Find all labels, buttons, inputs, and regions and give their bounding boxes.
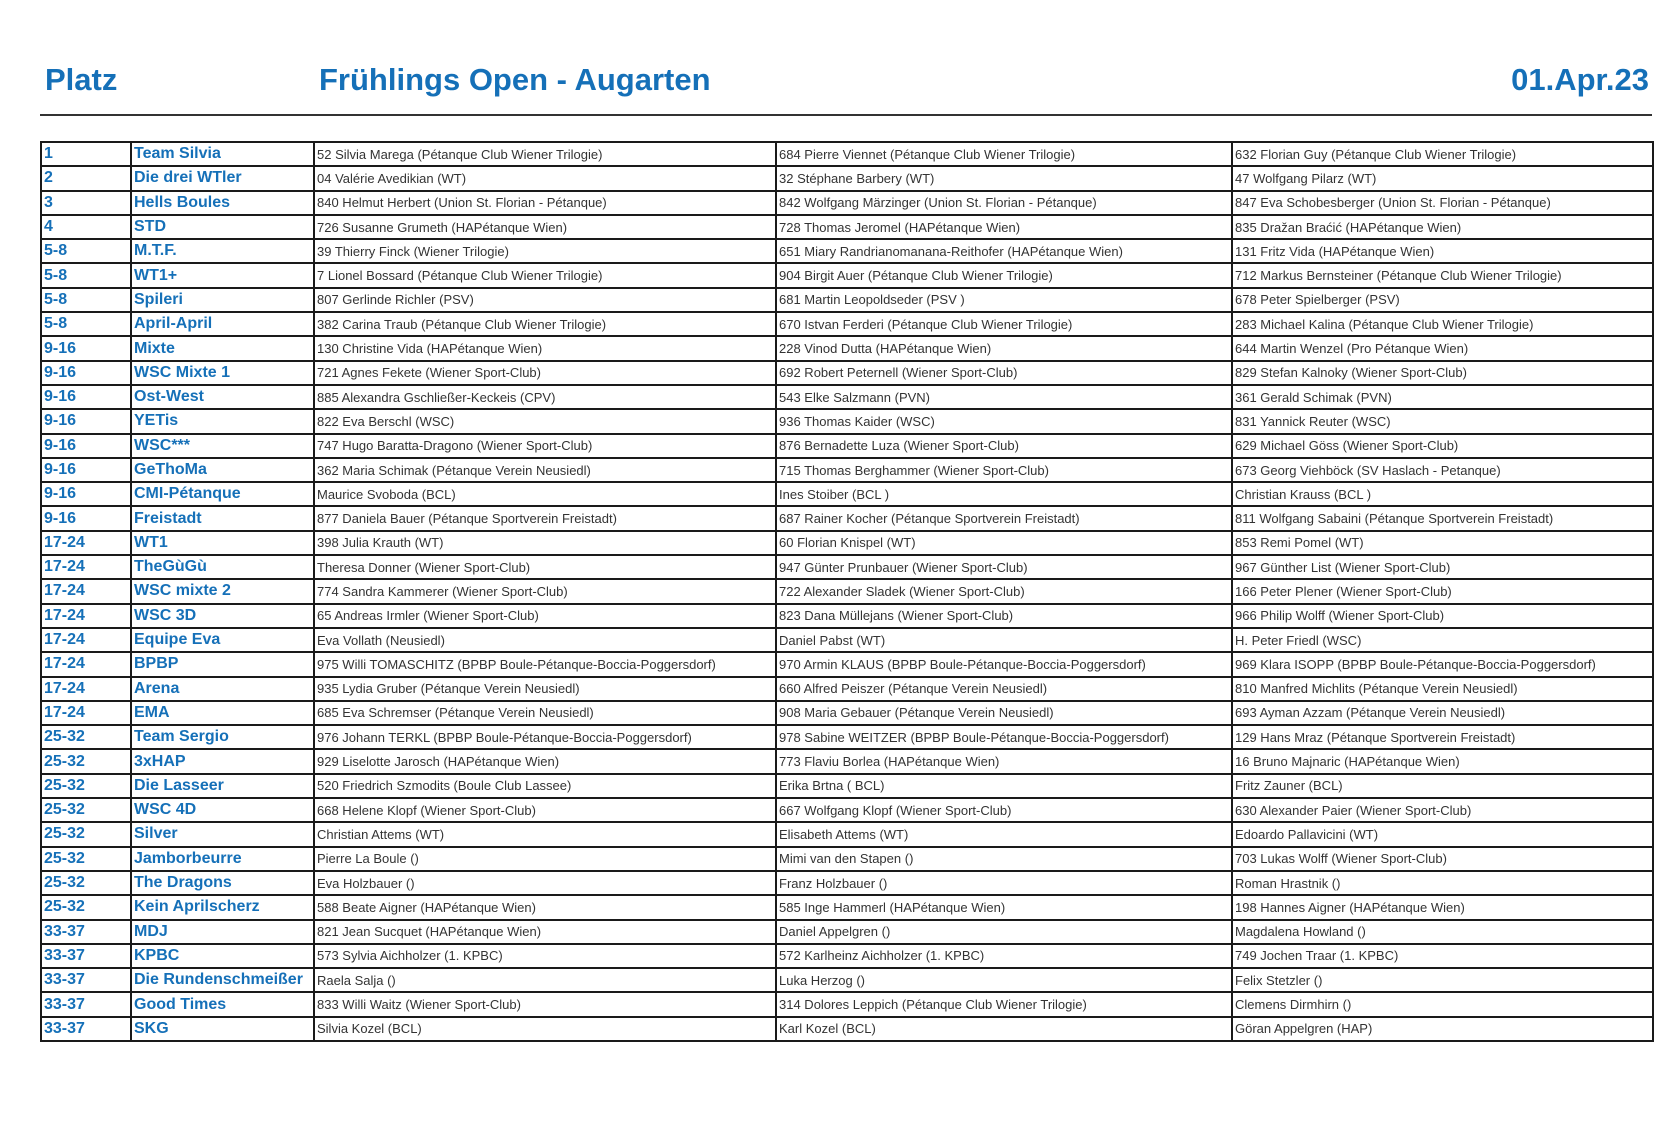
table-row	[41, 506, 1653, 530]
player-cell: Clemens Dirmhirn ()	[1232, 992, 1653, 1016]
player-cell: 32 Stéphane Barbery (WT)	[776, 166, 1232, 190]
player-cell: Silvia Kozel (BCL)	[314, 1017, 776, 1041]
player-cell: 228 Vinod Dutta (HAPétanque Wien)	[776, 336, 1232, 360]
table-row	[41, 166, 1653, 190]
player-cell: 842 Wolfgang Märzinger (Union St. Florian - Pétanque)	[776, 191, 1232, 215]
player-cell: 361 Gerald Schimak (PVN)	[1232, 385, 1653, 409]
player-cell: 65 Andreas Irmler (Wiener Sport-Club)	[314, 604, 776, 628]
player-cell: 747 Hugo Baratta-Dragono (Wiener Sport-Club)	[314, 434, 776, 458]
table-row	[41, 628, 1653, 652]
place-cell: 17-24	[41, 677, 131, 701]
table-row	[41, 871, 1653, 895]
player-cell: 520 Friedrich Szmodits (Boule Club Lassee)	[314, 774, 776, 798]
place-cell: 5-8	[41, 239, 131, 263]
player-cell: 715 Thomas Berghammer (Wiener Sport-Club)	[776, 458, 1232, 482]
player-cell: 976 Johann TERKL (BPBP Boule-Pétanque-Boccia-Poggersdorf)	[314, 725, 776, 749]
table-row	[41, 409, 1653, 433]
player-cell: 198 Hannes Aigner (HAPétanque Wien)	[1232, 895, 1653, 919]
player-cell: 382 Carina Traub (Pétanque Club Wiener Trilogie)	[314, 312, 776, 336]
place-cell: 3	[41, 191, 131, 215]
player-cell: Franz Holzbauer ()	[776, 871, 1232, 895]
table-row	[41, 992, 1653, 1016]
team-name-cell: Ost-West	[131, 385, 314, 409]
player-cell: 693 Ayman Azzam (Pétanque Verein Neusiedl)	[1232, 701, 1653, 725]
player-cell: 840 Helmut Herbert (Union St. Florian - Pétanque)	[314, 191, 776, 215]
player-cell: 726 Susanne Grumeth (HAPétanque Wien)	[314, 215, 776, 239]
player-cell: 749 Jochen Traar (1. KPBC)	[1232, 944, 1653, 968]
player-cell: 822 Eva Berschl (WSC)	[314, 409, 776, 433]
player-cell: Erika Brtna ( BCL)	[776, 774, 1232, 798]
player-cell: 877 Daniela Bauer (Pétanque Sportverein Freistadt)	[314, 506, 776, 530]
place-cell: 9-16	[41, 409, 131, 433]
player-cell: Ines Stoiber (BCL )	[776, 482, 1232, 506]
place-cell: 33-37	[41, 944, 131, 968]
table-row	[41, 604, 1653, 628]
team-name-cell: Kein Aprilscherz	[131, 895, 314, 919]
player-cell: 573 Sylvia Aichholzer (1. KPBC)	[314, 944, 776, 968]
player-cell: 630 Alexander Paier (Wiener Sport-Club)	[1232, 798, 1653, 822]
player-cell: Felix Stetzler ()	[1232, 968, 1653, 992]
team-name-cell: Team Sergio	[131, 725, 314, 749]
table-row	[41, 1017, 1653, 1041]
table-row	[41, 555, 1653, 579]
player-cell: 651 Miary Randrianomanana-Reithofer (HAPétanque Wien)	[776, 239, 1232, 263]
team-name-cell: CMI-Pétanque	[131, 482, 314, 506]
player-cell: 16 Bruno Majnaric (HAPétanque Wien)	[1232, 749, 1653, 773]
player-cell: Maurice Svoboda (BCL)	[314, 482, 776, 506]
player-cell: 847 Eva Schobesberger (Union St. Florian - Pétanque)	[1232, 191, 1653, 215]
table-row	[41, 263, 1653, 287]
place-cell: 9-16	[41, 458, 131, 482]
player-cell: 807 Gerlinde Richler (PSV)	[314, 288, 776, 312]
player-cell: Pierre La Boule ()	[314, 847, 776, 871]
player-cell: 684 Pierre Viennet (Pétanque Club Wiener Trilogie)	[776, 142, 1232, 166]
player-cell: 283 Michael Kalina (Pétanque Club Wiener Trilogie)	[1232, 312, 1653, 336]
player-cell: 572 Karlheinz Aichholzer (1. KPBC)	[776, 944, 1232, 968]
table-row	[41, 920, 1653, 944]
player-cell: Mimi van den Stapen ()	[776, 847, 1232, 871]
team-name-cell: April-April	[131, 312, 314, 336]
table-row	[41, 288, 1653, 312]
player-cell: 130 Christine Vida (HAPétanque Wien)	[314, 336, 776, 360]
player-cell: 936 Thomas Kaider (WSC)	[776, 409, 1232, 433]
player-cell: Christian Attems (WT)	[314, 822, 776, 846]
table-row	[41, 749, 1653, 773]
table-row	[41, 531, 1653, 555]
team-name-cell: WSC 4D	[131, 798, 314, 822]
player-cell: 687 Rainer Kocher (Pétanque Sportverein Freistadt)	[776, 506, 1232, 530]
team-name-cell: Die Lasseer	[131, 774, 314, 798]
player-cell: Elisabeth Attems (WT)	[776, 822, 1232, 846]
team-name-cell: KPBC	[131, 944, 314, 968]
page-title: Frühlings Open - Augarten	[319, 62, 711, 97]
player-cell: 975 Willi TOMASCHITZ (BPBP Boule-Pétanque-Boccia-Poggersdorf)	[314, 652, 776, 676]
player-cell: 703 Lukas Wolff (Wiener Sport-Club)	[1232, 847, 1653, 871]
player-cell: 728 Thomas Jeromel (HAPétanque Wien)	[776, 215, 1232, 239]
player-cell: 722 Alexander Sladek (Wiener Sport-Club)	[776, 579, 1232, 603]
team-name-cell: GeThoMa	[131, 458, 314, 482]
table-row	[41, 895, 1653, 919]
team-name-cell: WSC 3D	[131, 604, 314, 628]
place-cell: 5-8	[41, 263, 131, 287]
team-name-cell: SKG	[131, 1017, 314, 1041]
team-name-cell: Team Silvia	[131, 142, 314, 166]
player-cell: 685 Eva Schremser (Pétanque Verein Neusiedl)	[314, 701, 776, 725]
team-name-cell: EMA	[131, 701, 314, 725]
player-cell: 543 Elke Salzmann (PVN)	[776, 385, 1232, 409]
table-row	[41, 191, 1653, 215]
player-cell: 823 Dana Müllejans (Wiener Sport-Club)	[776, 604, 1232, 628]
player-cell: Luka Herzog ()	[776, 968, 1232, 992]
place-cell: 25-32	[41, 725, 131, 749]
team-name-cell: BPBP	[131, 652, 314, 676]
team-name-cell: WT1+	[131, 263, 314, 287]
player-cell: 314 Dolores Leppich (Pétanque Club Wiener Trilogie)	[776, 992, 1232, 1016]
player-cell: 692 Robert Peternell (Wiener Sport-Club)	[776, 361, 1232, 385]
player-cell: 398 Julia Krauth (WT)	[314, 531, 776, 555]
player-cell: Roman Hrastnik ()	[1232, 871, 1653, 895]
player-cell: Raela Salja ()	[314, 968, 776, 992]
player-cell: 670 Istvan Ferderi (Pétanque Club Wiener Trilogie)	[776, 312, 1232, 336]
place-cell: 17-24	[41, 652, 131, 676]
team-name-cell: Arena	[131, 677, 314, 701]
place-cell: 25-32	[41, 871, 131, 895]
place-cell: 17-24	[41, 628, 131, 652]
player-cell: 773 Flaviu Borlea (HAPétanque Wien)	[776, 749, 1232, 773]
team-name-cell: MDJ	[131, 920, 314, 944]
team-name-cell: Hells Boules	[131, 191, 314, 215]
table-row	[41, 215, 1653, 239]
table-row	[41, 968, 1653, 992]
player-cell: 810 Manfred Michlits (Pétanque Verein Neusiedl)	[1232, 677, 1653, 701]
player-cell: 876 Bernadette Luza (Wiener Sport-Club)	[776, 434, 1232, 458]
player-cell: Eva Vollath (Neusiedl)	[314, 628, 776, 652]
team-name-cell: Jamborbeurre	[131, 847, 314, 871]
team-name-cell: Spileri	[131, 288, 314, 312]
team-name-cell: Die Rundenschmeißer	[131, 968, 314, 992]
player-cell: 774 Sandra Kammerer (Wiener Sport-Club)	[314, 579, 776, 603]
place-cell: 25-32	[41, 798, 131, 822]
player-cell: 667 Wolfgang Klopf (Wiener Sport-Club)	[776, 798, 1232, 822]
table-row	[41, 336, 1653, 360]
team-name-cell: Die drei WTler	[131, 166, 314, 190]
table-row	[41, 142, 1653, 166]
table-row	[41, 725, 1653, 749]
table-row	[41, 701, 1653, 725]
player-cell: 129 Hans Mraz (Pétanque Sportverein Freistadt)	[1232, 725, 1653, 749]
table-row	[41, 944, 1653, 968]
player-cell: 885 Alexandra Gschließer-Keckeis (CPV)	[314, 385, 776, 409]
place-cell: 17-24	[41, 555, 131, 579]
table-row	[41, 652, 1653, 676]
place-cell: 17-24	[41, 604, 131, 628]
team-name-cell: Good Times	[131, 992, 314, 1016]
player-cell: Christian Krauss (BCL )	[1232, 482, 1653, 506]
place-cell: 25-32	[41, 749, 131, 773]
team-name-cell: 3xHAP	[131, 749, 314, 773]
team-name-cell: M.T.F.	[131, 239, 314, 263]
place-cell: 25-32	[41, 895, 131, 919]
place-cell: 25-32	[41, 774, 131, 798]
team-name-cell: Freistadt	[131, 506, 314, 530]
team-name-cell: WT1	[131, 531, 314, 555]
team-name-cell: TheGùGù	[131, 555, 314, 579]
player-cell: 60 Florian Knispel (WT)	[776, 531, 1232, 555]
player-cell: 821 Jean Sucquet (HAPétanque Wien)	[314, 920, 776, 944]
player-cell: 908 Maria Gebauer (Pétanque Verein Neusiedl)	[776, 701, 1232, 725]
place-cell: 33-37	[41, 920, 131, 944]
player-cell: 668 Helene Klopf (Wiener Sport-Club)	[314, 798, 776, 822]
table-row	[41, 579, 1653, 603]
player-cell: 967 Günther List (Wiener Sport-Club)	[1232, 555, 1653, 579]
team-name-cell: Silver	[131, 822, 314, 846]
table-row	[41, 312, 1653, 336]
player-cell: 970 Armin KLAUS (BPBP Boule-Pétanque-Boccia-Poggersdorf)	[776, 652, 1232, 676]
player-cell: 833 Willi Waitz (Wiener Sport-Club)	[314, 992, 776, 1016]
player-cell: 47 Wolfgang Pilarz (WT)	[1232, 166, 1653, 190]
table-row	[41, 482, 1653, 506]
table-row	[41, 239, 1653, 263]
player-cell: 712 Markus Bernsteiner (Pétanque Club Wiener Trilogie)	[1232, 263, 1653, 287]
place-cell: 9-16	[41, 361, 131, 385]
player-cell: Daniel Appelgren ()	[776, 920, 1232, 944]
player-cell: 629 Michael Göss (Wiener Sport-Club)	[1232, 434, 1653, 458]
player-cell: Magdalena Howland ()	[1232, 920, 1653, 944]
player-cell: 585 Inge Hammerl (HAPétanque Wien)	[776, 895, 1232, 919]
player-cell: 929 Liselotte Jarosch (HAPétanque Wien)	[314, 749, 776, 773]
table-row	[41, 774, 1653, 798]
player-cell: 362 Maria Schimak (Pétanque Verein Neusiedl)	[314, 458, 776, 482]
place-cell: 25-32	[41, 847, 131, 871]
player-cell: 947 Günter Prunbauer (Wiener Sport-Club)	[776, 555, 1232, 579]
table-row	[41, 847, 1653, 871]
team-name-cell: Equipe Eva	[131, 628, 314, 652]
place-cell: 33-37	[41, 992, 131, 1016]
place-cell: 33-37	[41, 1017, 131, 1041]
player-cell: H. Peter Friedl (WSC)	[1232, 628, 1653, 652]
player-cell: Edoardo Pallavicini (WT)	[1232, 822, 1653, 846]
player-cell: 831 Yannick Reuter (WSC)	[1232, 409, 1653, 433]
place-cell: 17-24	[41, 579, 131, 603]
player-cell: 829 Stefan Kalnoky (Wiener Sport-Club)	[1232, 361, 1653, 385]
player-cell: 904 Birgit Auer (Pétanque Club Wiener Trilogie)	[776, 263, 1232, 287]
table-row	[41, 798, 1653, 822]
place-cell: 25-32	[41, 822, 131, 846]
place-cell: 9-16	[41, 385, 131, 409]
team-name-cell: WSC mixte 2	[131, 579, 314, 603]
header-divider	[40, 114, 1652, 116]
player-cell: 853 Remi Pomel (WT)	[1232, 531, 1653, 555]
player-cell: 660 Alfred Peiszer (Pétanque Verein Neusiedl)	[776, 677, 1232, 701]
player-cell: 681 Martin Leopoldseder (PSV )	[776, 288, 1232, 312]
player-cell: 673 Georg Viehböck (SV Haslach - Petanque)	[1232, 458, 1653, 482]
place-cell: 17-24	[41, 531, 131, 555]
player-cell: 935 Lydia Gruber (Pétanque Verein Neusiedl)	[314, 677, 776, 701]
place-cell: 9-16	[41, 482, 131, 506]
player-cell: 966 Philip Wolff (Wiener Sport-Club)	[1232, 604, 1653, 628]
team-name-cell: The Dragons	[131, 871, 314, 895]
team-name-cell: Mixte	[131, 336, 314, 360]
team-name-cell: WSC***	[131, 434, 314, 458]
platz-heading: Platz	[45, 62, 118, 97]
player-cell: 39 Thierry Finck (Wiener Trilogie)	[314, 239, 776, 263]
player-cell: 969 Klara ISOPP (BPBP Boule-Pétanque-Boccia-Poggersdorf)	[1232, 652, 1653, 676]
place-cell: 9-16	[41, 434, 131, 458]
place-cell: 9-16	[41, 336, 131, 360]
place-cell: 2	[41, 166, 131, 190]
place-cell: 9-16	[41, 506, 131, 530]
table-row	[41, 822, 1653, 846]
player-cell: Theresa Donner (Wiener Sport-Club)	[314, 555, 776, 579]
player-cell: 7 Lionel Bossard (Pétanque Club Wiener Trilogie)	[314, 263, 776, 287]
team-name-cell: YETis	[131, 409, 314, 433]
place-cell: 4	[41, 215, 131, 239]
table-row	[41, 361, 1653, 385]
event-date: 01.Apr.23	[1511, 62, 1649, 97]
player-cell: Eva Holzbauer ()	[314, 871, 776, 895]
player-cell: 811 Wolfgang Sabaini (Pétanque Sportverein Freistadt)	[1232, 506, 1653, 530]
player-cell: 131 Fritz Vida (HAPétanque Wien)	[1232, 239, 1653, 263]
player-cell: 835 Dražan Braćić (HAPétanque Wien)	[1232, 215, 1653, 239]
place-cell: 5-8	[41, 288, 131, 312]
results-table	[40, 141, 1654, 1042]
team-name-cell: WSC Mixte 1	[131, 361, 314, 385]
player-cell: 04 Valérie Avedikian (WT)	[314, 166, 776, 190]
results-table-body	[41, 142, 1653, 1041]
table-row	[41, 434, 1653, 458]
player-cell: 52 Silvia Marega (Pétanque Club Wiener Trilogie)	[314, 142, 776, 166]
player-cell: 978 Sabine WEITZER (BPBP Boule-Pétanque-Boccia-Poggersdorf)	[776, 725, 1232, 749]
table-row	[41, 677, 1653, 701]
player-cell: 644 Martin Wenzel (Pro Pétanque Wien)	[1232, 336, 1653, 360]
player-cell: 166 Peter Plener (Wiener Sport-Club)	[1232, 579, 1653, 603]
table-row	[41, 385, 1653, 409]
player-cell: Karl Kozel (BCL)	[776, 1017, 1232, 1041]
player-cell: Fritz Zauner (BCL)	[1232, 774, 1653, 798]
place-cell: 17-24	[41, 701, 131, 725]
team-name-cell: STD	[131, 215, 314, 239]
player-cell: 588 Beate Aigner (HAPétanque Wien)	[314, 895, 776, 919]
player-cell: 632 Florian Guy (Pétanque Club Wiener Trilogie)	[1232, 142, 1653, 166]
table-row	[41, 458, 1653, 482]
player-cell: Daniel Pabst (WT)	[776, 628, 1232, 652]
player-cell: Göran Appelgren (HAP)	[1232, 1017, 1653, 1041]
player-cell: 721 Agnes Fekete (Wiener Sport-Club)	[314, 361, 776, 385]
place-cell: 1	[41, 142, 131, 166]
player-cell: 678 Peter Spielberger (PSV)	[1232, 288, 1653, 312]
place-cell: 33-37	[41, 968, 131, 992]
place-cell: 5-8	[41, 312, 131, 336]
